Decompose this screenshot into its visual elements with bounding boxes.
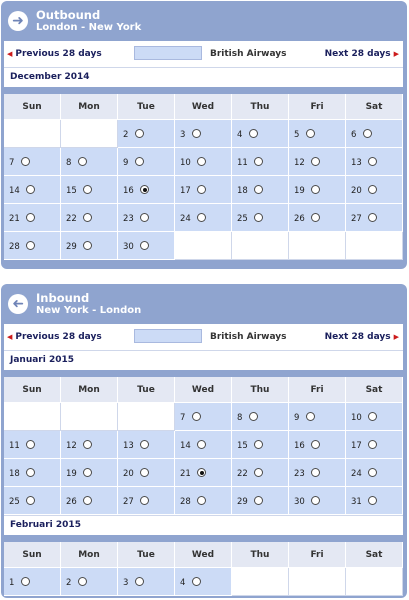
day-cell[interactable] bbox=[289, 431, 346, 459]
weekday-tue: Tue bbox=[118, 377, 175, 403]
outbound-title: Outbound bbox=[36, 7, 101, 22]
day-radio[interactable] bbox=[197, 496, 206, 505]
airline-color-swatch bbox=[134, 46, 202, 60]
triangle-right-icon: ▶ bbox=[393, 333, 399, 341]
weekday-fri: Fri bbox=[289, 542, 346, 568]
day-number: 14 bbox=[180, 441, 191, 451]
empty-day-cell bbox=[118, 403, 175, 431]
day-number: 25 bbox=[9, 497, 20, 507]
day-cell[interactable] bbox=[289, 487, 346, 515]
day-number: 9 bbox=[123, 158, 129, 168]
empty-day-cell bbox=[61, 120, 118, 148]
day-number: 21 bbox=[180, 469, 191, 479]
day-cell[interactable] bbox=[346, 148, 403, 176]
day-cell[interactable] bbox=[4, 431, 61, 459]
calendar-week-row bbox=[4, 148, 403, 176]
day-number: 19 bbox=[66, 469, 77, 479]
triangle-left-icon: ◀ bbox=[7, 50, 13, 58]
airline-legend-label: British Airways bbox=[210, 49, 287, 59]
day-radio[interactable] bbox=[197, 213, 206, 222]
empty-day-cell bbox=[289, 568, 346, 596]
day-radio[interactable] bbox=[83, 213, 92, 222]
day-number: 20 bbox=[351, 186, 362, 196]
day-cell[interactable] bbox=[118, 148, 175, 176]
day-radio[interactable] bbox=[83, 468, 92, 477]
day-radio[interactable] bbox=[21, 157, 30, 166]
day-number: 31 bbox=[351, 497, 362, 507]
day-radio[interactable] bbox=[192, 577, 201, 586]
inbound-header bbox=[4, 284, 403, 324]
weekday-sat: Sat bbox=[346, 542, 403, 568]
day-number: 6 bbox=[351, 130, 357, 140]
outbound-month-0 bbox=[4, 67, 403, 260]
day-number: 30 bbox=[294, 497, 305, 507]
day-cell[interactable] bbox=[289, 148, 346, 176]
outbound-calendar-body bbox=[4, 41, 403, 260]
inbound-panel bbox=[1, 284, 407, 598]
day-number: 16 bbox=[294, 441, 305, 451]
day-number: 9 bbox=[294, 413, 300, 423]
day-cell[interactable] bbox=[175, 487, 232, 515]
day-cell[interactable] bbox=[61, 568, 118, 596]
day-cell[interactable] bbox=[61, 204, 118, 232]
day-radio[interactable] bbox=[192, 129, 201, 138]
day-number: 27 bbox=[123, 497, 134, 507]
inbound-title: Inbound bbox=[36, 290, 90, 305]
triangle-right-icon: ▶ bbox=[393, 50, 399, 58]
weekday-thu: Thu bbox=[232, 377, 289, 403]
day-radio[interactable] bbox=[368, 213, 377, 222]
weekday-header bbox=[4, 377, 403, 403]
weekday-mon: Mon bbox=[61, 377, 118, 403]
day-cell[interactable] bbox=[4, 232, 61, 260]
empty-day-cell bbox=[175, 232, 232, 260]
calendar-grid bbox=[4, 568, 403, 596]
day-number: 26 bbox=[66, 497, 77, 507]
day-number: 20 bbox=[123, 469, 134, 479]
outbound-previous-28-days-link[interactable]: ◀ Previous 28 days bbox=[7, 49, 102, 59]
day-radio[interactable] bbox=[306, 129, 315, 138]
weekday-sat: Sat bbox=[346, 94, 403, 120]
inbound-route: New York - London bbox=[36, 304, 142, 316]
day-number: 3 bbox=[123, 578, 129, 588]
day-radio[interactable] bbox=[140, 496, 149, 505]
calendar-week-row bbox=[4, 403, 403, 431]
calendar-week-row bbox=[4, 431, 403, 459]
empty-day-cell bbox=[346, 568, 403, 596]
day-number: 8 bbox=[237, 413, 243, 423]
day-number: 17 bbox=[351, 441, 362, 451]
day-cell[interactable] bbox=[61, 431, 118, 459]
weekday-thu: Thu bbox=[232, 542, 289, 568]
day-number: 13 bbox=[351, 158, 362, 168]
day-radio[interactable] bbox=[306, 412, 315, 421]
day-number: 1 bbox=[9, 578, 15, 588]
day-cell[interactable] bbox=[118, 431, 175, 459]
day-number: 11 bbox=[9, 441, 20, 451]
day-radio[interactable] bbox=[78, 157, 87, 166]
day-radio[interactable] bbox=[254, 213, 263, 222]
day-radio[interactable] bbox=[249, 412, 258, 421]
day-cell[interactable] bbox=[346, 487, 403, 515]
outbound-next-28-days-link[interactable]: Next 28 days ▶ bbox=[324, 49, 399, 59]
day-cell[interactable] bbox=[4, 176, 61, 204]
day-radio[interactable] bbox=[368, 157, 377, 166]
calendar-grid bbox=[4, 120, 403, 260]
day-radio[interactable] bbox=[311, 185, 320, 194]
calendar-week-row bbox=[4, 487, 403, 515]
day-cell[interactable] bbox=[232, 459, 289, 487]
day-radio[interactable] bbox=[311, 440, 320, 449]
airline-legend-label: British Airways bbox=[210, 332, 287, 342]
day-radio[interactable] bbox=[78, 577, 87, 586]
day-number: 3 bbox=[180, 130, 186, 140]
day-cell[interactable] bbox=[4, 204, 61, 232]
day-cell[interactable] bbox=[289, 120, 346, 148]
day-cell[interactable] bbox=[346, 459, 403, 487]
day-number: 16 bbox=[123, 186, 134, 196]
day-radio[interactable] bbox=[254, 468, 263, 477]
day-number: 2 bbox=[66, 578, 72, 588]
day-number: 29 bbox=[237, 497, 248, 507]
day-cell[interactable] bbox=[61, 487, 118, 515]
day-number: 13 bbox=[123, 441, 134, 451]
day-number: 28 bbox=[180, 497, 191, 507]
day-cell[interactable] bbox=[175, 176, 232, 204]
weekday-header bbox=[4, 542, 403, 568]
month-title: Januari 2015 bbox=[4, 350, 403, 370]
weekday-sat: Sat bbox=[346, 377, 403, 403]
weekday-wed: Wed bbox=[175, 94, 232, 120]
day-number: 7 bbox=[9, 158, 15, 168]
outbound-navbar bbox=[4, 41, 403, 67]
day-radio[interactable] bbox=[368, 468, 377, 477]
day-number: 21 bbox=[9, 214, 20, 224]
day-number: 14 bbox=[9, 186, 20, 196]
inbound-navbar bbox=[4, 324, 403, 350]
day-number: 25 bbox=[237, 214, 248, 224]
day-cell[interactable] bbox=[61, 176, 118, 204]
day-cell[interactable] bbox=[232, 487, 289, 515]
empty-day-cell bbox=[289, 232, 346, 260]
empty-day-cell bbox=[232, 568, 289, 596]
day-radio[interactable] bbox=[368, 496, 377, 505]
day-radio[interactable] bbox=[83, 185, 92, 194]
day-radio[interactable] bbox=[197, 185, 206, 194]
day-number: 15 bbox=[237, 441, 248, 451]
empty-day-cell bbox=[4, 403, 61, 431]
day-radio[interactable] bbox=[254, 496, 263, 505]
day-number: 2 bbox=[123, 130, 129, 140]
day-cell[interactable] bbox=[232, 204, 289, 232]
day-number: 29 bbox=[66, 242, 77, 252]
day-radio[interactable] bbox=[368, 440, 377, 449]
day-radio[interactable] bbox=[140, 440, 149, 449]
day-cell[interactable] bbox=[232, 120, 289, 148]
day-radio[interactable] bbox=[83, 440, 92, 449]
day-number: 4 bbox=[180, 578, 186, 588]
day-radio[interactable] bbox=[140, 213, 149, 222]
weekday-sun: Sun bbox=[4, 542, 61, 568]
empty-day-cell bbox=[61, 403, 118, 431]
day-cell[interactable] bbox=[232, 176, 289, 204]
day-number: 7 bbox=[180, 413, 186, 423]
day-radio[interactable] bbox=[140, 468, 149, 477]
month-title: December 2014 bbox=[4, 67, 403, 87]
day-number: 18 bbox=[237, 186, 248, 196]
day-cell[interactable] bbox=[289, 204, 346, 232]
day-cell[interactable] bbox=[346, 431, 403, 459]
arrow-left-circle-icon: ➜ bbox=[8, 294, 28, 314]
day-radio[interactable] bbox=[197, 157, 206, 166]
day-number: 23 bbox=[294, 469, 305, 479]
day-radio[interactable] bbox=[26, 440, 35, 449]
day-cell[interactable] bbox=[4, 487, 61, 515]
day-number: 23 bbox=[123, 214, 134, 224]
day-cell[interactable] bbox=[346, 403, 403, 431]
day-radio[interactable] bbox=[254, 157, 263, 166]
weekday-wed: Wed bbox=[175, 377, 232, 403]
day-number: 12 bbox=[66, 441, 77, 451]
day-cell[interactable] bbox=[118, 204, 175, 232]
weekday-wed: Wed bbox=[175, 542, 232, 568]
day-cell[interactable] bbox=[289, 403, 346, 431]
day-cell[interactable] bbox=[232, 431, 289, 459]
day-cell[interactable] bbox=[4, 459, 61, 487]
day-cell[interactable] bbox=[175, 148, 232, 176]
weekday-fri: Fri bbox=[289, 377, 346, 403]
calendar-week-row bbox=[4, 120, 403, 148]
day-number: 15 bbox=[66, 186, 77, 196]
day-cell[interactable] bbox=[4, 568, 61, 596]
day-number: 10 bbox=[351, 413, 362, 423]
day-number: 5 bbox=[294, 130, 300, 140]
day-number: 18 bbox=[9, 469, 20, 479]
calendar-week-row bbox=[4, 232, 403, 260]
day-cell[interactable] bbox=[289, 176, 346, 204]
airline-color-swatch bbox=[134, 329, 202, 343]
day-number: 11 bbox=[237, 158, 248, 168]
weekday-mon: Mon bbox=[61, 542, 118, 568]
day-radio[interactable] bbox=[368, 412, 377, 421]
day-radio[interactable] bbox=[26, 241, 35, 250]
weekday-thu: Thu bbox=[232, 94, 289, 120]
day-number: 4 bbox=[237, 130, 243, 140]
calendar-week-row bbox=[4, 204, 403, 232]
day-cell[interactable] bbox=[118, 232, 175, 260]
day-cell[interactable] bbox=[118, 459, 175, 487]
day-cell[interactable] bbox=[232, 403, 289, 431]
weekday-mon: Mon bbox=[61, 94, 118, 120]
day-radio[interactable] bbox=[135, 157, 144, 166]
day-cell[interactable] bbox=[175, 568, 232, 596]
day-cell[interactable] bbox=[232, 148, 289, 176]
day-cell[interactable] bbox=[289, 459, 346, 487]
weekday-header bbox=[4, 94, 403, 120]
arrow-right-circle-icon: ➜ bbox=[8, 11, 28, 31]
day-number: 22 bbox=[66, 214, 77, 224]
day-number: 8 bbox=[66, 158, 72, 168]
weekday-tue: Tue bbox=[118, 542, 175, 568]
day-number: 12 bbox=[294, 158, 305, 168]
triangle-left-icon: ◀ bbox=[7, 333, 13, 341]
inbound-month-0 bbox=[4, 350, 403, 515]
weekday-fri: Fri bbox=[289, 94, 346, 120]
day-number: 24 bbox=[180, 214, 191, 224]
day-radio[interactable] bbox=[363, 129, 372, 138]
day-radio[interactable] bbox=[21, 577, 30, 586]
day-cell[interactable] bbox=[118, 120, 175, 148]
day-radio[interactable] bbox=[197, 440, 206, 449]
day-cell[interactable] bbox=[346, 176, 403, 204]
calendar-week-row bbox=[4, 568, 403, 596]
outbound-panel bbox=[1, 1, 407, 269]
day-radio-selected[interactable] bbox=[140, 185, 149, 194]
day-cell[interactable] bbox=[61, 148, 118, 176]
outbound-header bbox=[4, 1, 403, 41]
inbound-calendar-body bbox=[4, 324, 403, 596]
empty-day-cell bbox=[4, 120, 61, 148]
day-radio-selected[interactable] bbox=[197, 468, 206, 477]
day-radio[interactable] bbox=[26, 496, 35, 505]
day-number: 10 bbox=[180, 158, 191, 168]
calendar-grid bbox=[4, 403, 403, 515]
day-radio[interactable] bbox=[83, 496, 92, 505]
day-radio[interactable] bbox=[311, 157, 320, 166]
day-radio[interactable] bbox=[140, 241, 149, 250]
day-number: 19 bbox=[294, 186, 305, 196]
calendar-week-row bbox=[4, 459, 403, 487]
day-radio[interactable] bbox=[83, 241, 92, 250]
day-cell[interactable] bbox=[346, 204, 403, 232]
day-radio[interactable] bbox=[311, 213, 320, 222]
month-title: Februari 2015 bbox=[4, 515, 403, 535]
inbound-next-28-days-link[interactable]: Next 28 days ▶ bbox=[324, 332, 399, 342]
day-radio[interactable] bbox=[192, 412, 201, 421]
day-cell[interactable] bbox=[175, 403, 232, 431]
day-number: 22 bbox=[237, 469, 248, 479]
day-radio[interactable] bbox=[26, 213, 35, 222]
day-number: 27 bbox=[351, 214, 362, 224]
day-cell[interactable] bbox=[175, 459, 232, 487]
day-number: 26 bbox=[294, 214, 305, 224]
day-number: 28 bbox=[9, 242, 20, 252]
day-number: 17 bbox=[180, 186, 191, 196]
day-radio[interactable] bbox=[26, 185, 35, 194]
day-cell[interactable] bbox=[346, 120, 403, 148]
inbound-month-1 bbox=[4, 515, 403, 596]
day-radio[interactable] bbox=[26, 468, 35, 477]
day-radio[interactable] bbox=[368, 185, 377, 194]
day-cell[interactable] bbox=[175, 204, 232, 232]
day-radio[interactable] bbox=[135, 577, 144, 586]
inbound-previous-28-days-link[interactable]: ◀ Previous 28 days bbox=[7, 332, 102, 342]
calendar-week-row bbox=[4, 176, 403, 204]
weekday-tue: Tue bbox=[118, 94, 175, 120]
day-radio[interactable] bbox=[311, 496, 320, 505]
day-radio[interactable] bbox=[311, 468, 320, 477]
empty-day-cell bbox=[346, 232, 403, 260]
day-cell[interactable] bbox=[118, 568, 175, 596]
day-radio[interactable] bbox=[249, 129, 258, 138]
day-number: 24 bbox=[351, 469, 362, 479]
day-cell[interactable] bbox=[118, 487, 175, 515]
day-cell[interactable] bbox=[175, 431, 232, 459]
day-cell[interactable] bbox=[175, 120, 232, 148]
day-cell[interactable] bbox=[61, 459, 118, 487]
weekday-sun: Sun bbox=[4, 94, 61, 120]
empty-day-cell bbox=[232, 232, 289, 260]
day-cell[interactable] bbox=[61, 232, 118, 260]
outbound-route: London - New York bbox=[36, 21, 142, 33]
day-cell[interactable] bbox=[118, 176, 175, 204]
weekday-sun: Sun bbox=[4, 377, 61, 403]
day-radio[interactable] bbox=[135, 129, 144, 138]
day-radio[interactable] bbox=[254, 185, 263, 194]
day-radio[interactable] bbox=[254, 440, 263, 449]
day-cell[interactable] bbox=[4, 148, 61, 176]
day-number: 30 bbox=[123, 242, 134, 252]
